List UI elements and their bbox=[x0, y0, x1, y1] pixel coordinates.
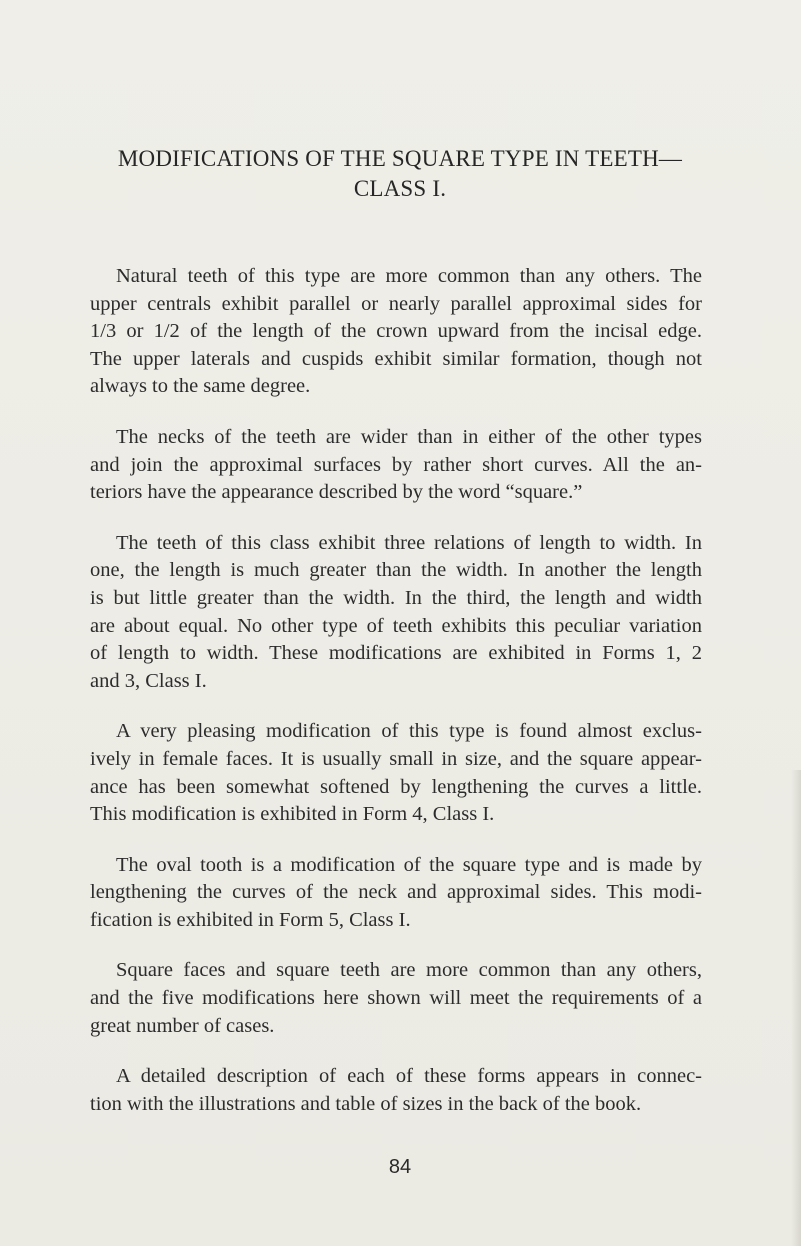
paragraph-6 bbox=[90, 957, 702, 1040]
text-line: of length to width. These modifications are exhibited in Forms 1, 2 bbox=[90, 642, 702, 665]
body-text bbox=[90, 263, 702, 1141]
text-line: The upper laterals and cuspids exhibit similar formation, though not bbox=[90, 347, 702, 370]
heading-line-1: MODIFICATIONS OF THE SQUARE TYPE IN TEETH— bbox=[117, 146, 683, 171]
text-line: Square faces and square teeth are more common than any others, bbox=[116, 959, 702, 982]
text-line: 1/3 or 1/2 of the length of the crown upward from the incisal edge. bbox=[90, 320, 702, 343]
text-line: fication is exhibited in Form 5, Class I. bbox=[90, 908, 411, 931]
chapter-heading bbox=[90, 144, 710, 204]
text-line: A detailed description of each of these forms appears in connec- bbox=[116, 1065, 702, 1088]
text-line: ance has been somewhat softened by lengthening the curves a little. bbox=[90, 775, 702, 798]
text-line: teriors have the appearance described by the word “square.” bbox=[90, 481, 583, 504]
text-line: tion with the illustrations and table of sizes in the back of the book. bbox=[90, 1092, 642, 1115]
text-line: is but little greater than the width. In the third, the length and width bbox=[90, 586, 702, 609]
text-line: The oval tooth is a modification of the square type and is made by bbox=[116, 853, 702, 876]
text-line: Natural teeth of this type are more common than any others. The bbox=[116, 265, 702, 287]
heading-line-2: CLASS I. bbox=[353, 176, 447, 201]
page-edge-shadow bbox=[791, 770, 801, 1246]
text-line: ively in female faces. It is usually small in size, and the square appear- bbox=[90, 747, 702, 770]
text-line: A very pleasing modification of this type is found almost exclus- bbox=[116, 720, 702, 743]
paragraph-1 bbox=[90, 263, 702, 401]
text-line: upper centrals exhibit parallel or nearly parallel approximal sides for bbox=[90, 292, 702, 315]
paragraph-4 bbox=[90, 718, 702, 828]
paragraph-5 bbox=[90, 852, 702, 935]
text-line: and join the approximal surfaces by rather short curves. All the an- bbox=[90, 453, 702, 476]
text-line: great number of cases. bbox=[90, 1014, 275, 1037]
text-line: This modification is exhibited in Form 4, Class I. bbox=[90, 803, 495, 826]
paragraph-7 bbox=[90, 1063, 702, 1118]
text-line: The teeth of this class exhibit three relations of length to width. In bbox=[116, 531, 702, 554]
text-line: one, the length is much greater than the width. In another the length bbox=[90, 559, 702, 582]
paragraph-2 bbox=[90, 424, 702, 507]
text-line: and 3, Class I. bbox=[90, 669, 207, 692]
text-line: are about equal. No other type of teeth exhibits this peculiar variation bbox=[90, 614, 702, 637]
text-line: and the five modifications here shown will meet the requirements of a bbox=[90, 987, 702, 1010]
text-line: lengthening the curves of the neck and approximal sides. This modi- bbox=[90, 881, 702, 904]
page-number: 84 bbox=[388, 1156, 412, 1178]
paragraph-3 bbox=[90, 530, 702, 696]
text-line: always to the same degree. bbox=[90, 375, 311, 398]
text-line: The necks of the teeth are wider than in either of the other types bbox=[116, 425, 702, 448]
